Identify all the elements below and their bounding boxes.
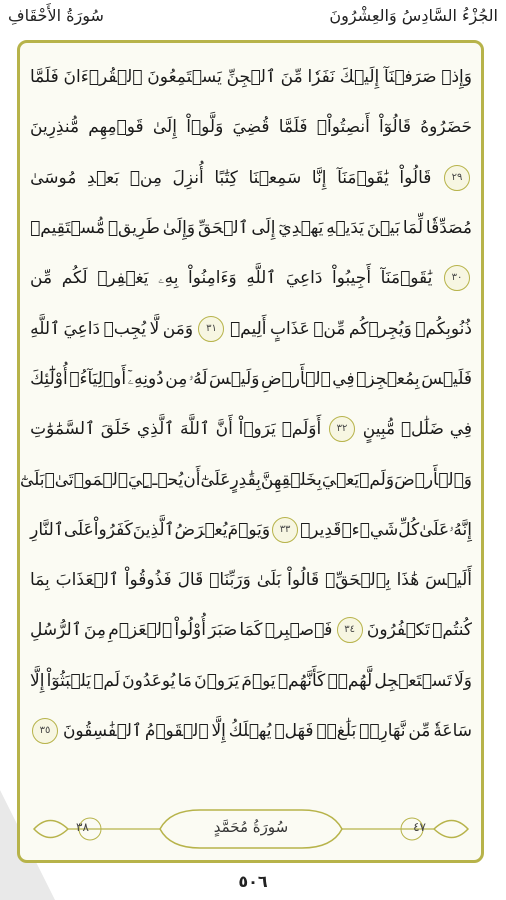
text-line [30, 203, 472, 253]
word: بِمَا [30, 570, 50, 591]
word: قَوۡمِهِم [88, 117, 144, 138]
word: وَلَمۡ [359, 469, 395, 490]
text-line [30, 253, 472, 303]
word: لَمۡ [93, 670, 120, 691]
text-line [30, 555, 472, 605]
text-line [30, 505, 472, 555]
word: بَعۡدِ [87, 167, 120, 188]
word: خَلَقَ [100, 419, 132, 440]
word: فَلَمَّا [30, 67, 59, 88]
word: يُعۡرَضُ [174, 519, 228, 540]
text-line [30, 656, 472, 706]
text-line [19, 454, 472, 504]
word: بَلَىٰ [256, 570, 282, 591]
word: بَلَىٰٓ [19, 469, 45, 490]
word: حَضَرُوهُ [420, 117, 472, 138]
word: وَيَوۡمَ [227, 519, 271, 540]
word: إِلَىٰ [152, 117, 177, 138]
word: إِلَّا [30, 670, 45, 691]
word: أَنَّ [215, 419, 233, 440]
word: مُوسَىٰ [30, 167, 77, 188]
word: يَهۡدِيٓ [278, 218, 324, 239]
word: أَنصِتُواْۖ [316, 117, 370, 138]
word: ٱلۡعَذَابَ [55, 570, 119, 591]
word: قُضِيَ [232, 117, 270, 138]
word: ٱلۡحَقِّ [198, 218, 249, 239]
word: عَذَابٍ [269, 318, 310, 339]
word: أَوَلَمۡ [281, 419, 322, 440]
word: إِلَيۡكَ [339, 67, 380, 88]
quran-text [19, 52, 472, 756]
word: فِي [332, 368, 355, 389]
word: فَذُوقُواْ [124, 570, 172, 591]
word: شَيۡءٖ [341, 519, 399, 540]
word: يُهۡلَكُ [228, 721, 272, 741]
word: أَلَيۡسَ [425, 570, 472, 591]
word: قَالَ [177, 570, 204, 591]
word: ٱللَّهِ [30, 318, 61, 339]
word: بِمُعۡجِزٖ [356, 368, 420, 389]
word: لَكُم [61, 268, 88, 289]
text-line [30, 706, 472, 756]
word: ٱلۡعَزۡمِ [108, 620, 173, 641]
word: إِلَى [251, 218, 276, 239]
word: بَيۡنَ [366, 218, 400, 239]
word: مُّسۡتَقِيمٖ [30, 218, 105, 239]
word: أُوْلُواْ [174, 620, 206, 641]
word: كِتَٰبًا [214, 167, 238, 188]
word: مَا [177, 670, 192, 691]
word: ٱلنَّارِ [30, 519, 64, 540]
word: قَالُواْ [287, 570, 320, 591]
ayah-number-marker: ٣٥ [32, 718, 58, 744]
word: وَلَا [454, 670, 472, 691]
next-surah-title: سُورَةُ مُحَمَّدٍ [213, 818, 289, 836]
word: فَلَيۡسَ [421, 368, 472, 389]
word: دُونِهِۦٓ [127, 368, 164, 389]
word: وَإِلَىٰ [162, 218, 196, 239]
word: مِّن [30, 268, 53, 289]
text-line [30, 153, 472, 203]
ayah-number-marker: ٢٩ [444, 165, 470, 191]
word: يَدَيۡهِ [326, 218, 364, 239]
word: وَيُجِرۡكُم [348, 318, 412, 339]
word: وَلَّوۡاْ [186, 117, 224, 138]
word: سَمِعۡنَا [248, 167, 302, 188]
word: ٱلَّذِينَ [132, 519, 175, 540]
ayah-number-marker: ٣٣ [272, 517, 298, 543]
word: إِنَّهُۥ [449, 519, 472, 540]
word: ٱلسَّمَٰوَٰتِ [30, 419, 96, 440]
text-line [30, 605, 472, 655]
word: يُحۡـِۧيَ [128, 469, 184, 490]
word: ٱلۡفَٰسِقُونَ [62, 721, 142, 741]
word: بِهِۦ [158, 268, 179, 289]
word: لَّا [149, 318, 160, 339]
word: عَلَى [63, 519, 94, 540]
page-count-right: ٤٧ [413, 820, 426, 834]
word: مِنَ [83, 620, 106, 641]
word: دَاعِيَ [285, 268, 323, 289]
word: كُلِّ [398, 519, 420, 540]
word: مُصَدِّقٗا [425, 218, 472, 239]
word: إِلَّا [211, 721, 226, 741]
page-count-left: ٣٨ [76, 820, 89, 834]
surah-title: سُورَةُ الأَحْقَافِ [8, 6, 104, 25]
word: بِٱلۡحَقِّۖ [325, 570, 391, 591]
word: مِّنَ [280, 67, 303, 88]
word: إِنَّا [311, 167, 327, 188]
word: أَجِيبُواْ [332, 268, 372, 289]
word: لَهُۥ [188, 368, 208, 389]
word: قَالُوٓاْ [379, 117, 412, 138]
ayah-number-marker: ٣٠ [444, 265, 470, 291]
word: دَاعِيَ [63, 318, 101, 339]
word: كُنتُمۡ [432, 620, 472, 641]
word: أَوۡلِيَآءُۚ [69, 368, 127, 389]
word: كَأَنَّهُمۡ [277, 670, 326, 691]
word: صَبَرَ [208, 620, 238, 641]
word: ٱلرُّسُلِ [30, 620, 82, 641]
ayah-number-marker: ٣٢ [329, 416, 355, 442]
word: يَٰقَوۡمَنَآ [337, 167, 389, 188]
word: لَّهُمۡۚ [327, 670, 373, 691]
word: ٱلۡأَرۡضِ [260, 368, 331, 389]
word: وَمَن [162, 318, 194, 339]
word: مِن [165, 368, 188, 389]
word: يَلۡبَثُوٓاْ [46, 670, 91, 691]
word: قَدِيرٞ [300, 519, 342, 540]
ayah-number-marker: ٣١ [198, 316, 224, 342]
word: يَرَوۡنَ [194, 670, 240, 691]
word: وَءَامِنُواْ [188, 268, 237, 289]
word: مُّنذِرِينَ [30, 117, 80, 138]
word: نَّهَارِۭۚ [359, 721, 406, 741]
word: هَٰذَا [396, 570, 420, 591]
text-line [30, 303, 472, 353]
word: قَالُواْ [399, 167, 432, 188]
juz-title: الجُزْءُ السَّادِسُ وَالعِشْرُونَ [329, 6, 498, 25]
word: تَسۡتَعۡجِل [374, 670, 452, 691]
text-line [30, 52, 472, 102]
word: ٱللَّهَ [180, 419, 210, 440]
word: أَلِيمٖ [229, 318, 267, 339]
word: وَٱلۡأَرۡضَ [394, 469, 472, 490]
word: بِقَٰدِرٍ [230, 469, 261, 490]
word: تَكۡفُرُونَ [366, 620, 430, 641]
mushaf-page [19, 48, 472, 805]
word: لِّمَا [402, 218, 424, 239]
text-line [30, 404, 472, 454]
word: فَلَمَّا [278, 117, 308, 138]
word: يَعۡيَ [321, 469, 360, 490]
word: ضَلَٰلٖ [400, 419, 444, 440]
page-header [0, 0, 506, 34]
word: يَغۡفِرۡ [97, 268, 149, 289]
word: ٱلۡمَوۡتَىٰۚ [44, 469, 129, 490]
surah-header-band [30, 806, 472, 852]
word: يَٰقَوۡمَنَآ [380, 268, 433, 289]
word: ٱلۡقَوۡمُ [144, 721, 209, 741]
word: كَفَرُواْ [93, 519, 133, 540]
word: طَرِيقٖ [107, 218, 160, 239]
word: سَاعَةٗ [433, 721, 472, 741]
word: وَإِذۡ [441, 67, 472, 88]
word: كَمَا [239, 620, 263, 641]
word: فَٱصۡبِرۡ [264, 620, 333, 641]
word: مُّبِينٍ [362, 419, 396, 440]
word: ٱلۡقُرۡءَانَ [63, 67, 143, 88]
word: مِّنۡ [313, 318, 346, 339]
word: بَلَٰغٞۚ [316, 721, 357, 741]
word: مِّن [408, 721, 431, 741]
text-line [30, 354, 472, 404]
word: فَهَلۡ [274, 721, 314, 741]
word: ٱلۡجِنِّ [226, 67, 276, 88]
word: عَلَىٰٓ [200, 469, 231, 490]
ayah-number-marker: ٣٤ [337, 617, 363, 643]
word: ٱللَّهِ [246, 268, 277, 289]
word: وَرَبِّنَاۚ [209, 570, 251, 591]
word: مِنۢ [129, 167, 162, 188]
word: يَرَوۡاْ [238, 419, 276, 440]
word: ذُنُوبِكُمۡ [415, 318, 472, 339]
word: أَن [183, 469, 201, 490]
word: يَوۡمَ [241, 670, 276, 691]
word: صَرَفۡنَآ [384, 67, 437, 88]
word: أُوْلَٰٓئِكَ [30, 368, 68, 389]
word: فِي [449, 419, 472, 440]
word: عَلَىٰ [419, 519, 450, 540]
page-number: ٥٠٦ [238, 872, 268, 891]
word: يُجِبۡ [103, 318, 147, 339]
word: وَلَيۡسَ [209, 368, 260, 389]
word: أُنزِلَ [172, 167, 204, 188]
word: نَفَرٗا [307, 67, 335, 88]
word: بِخَلۡقِهِنَّ [260, 469, 322, 490]
text-line [30, 102, 472, 152]
word: يَسۡتَمِعُونَ [147, 67, 222, 88]
word: يُوعَدُونَ [122, 670, 176, 691]
word: ٱلَّذِي [136, 419, 175, 440]
